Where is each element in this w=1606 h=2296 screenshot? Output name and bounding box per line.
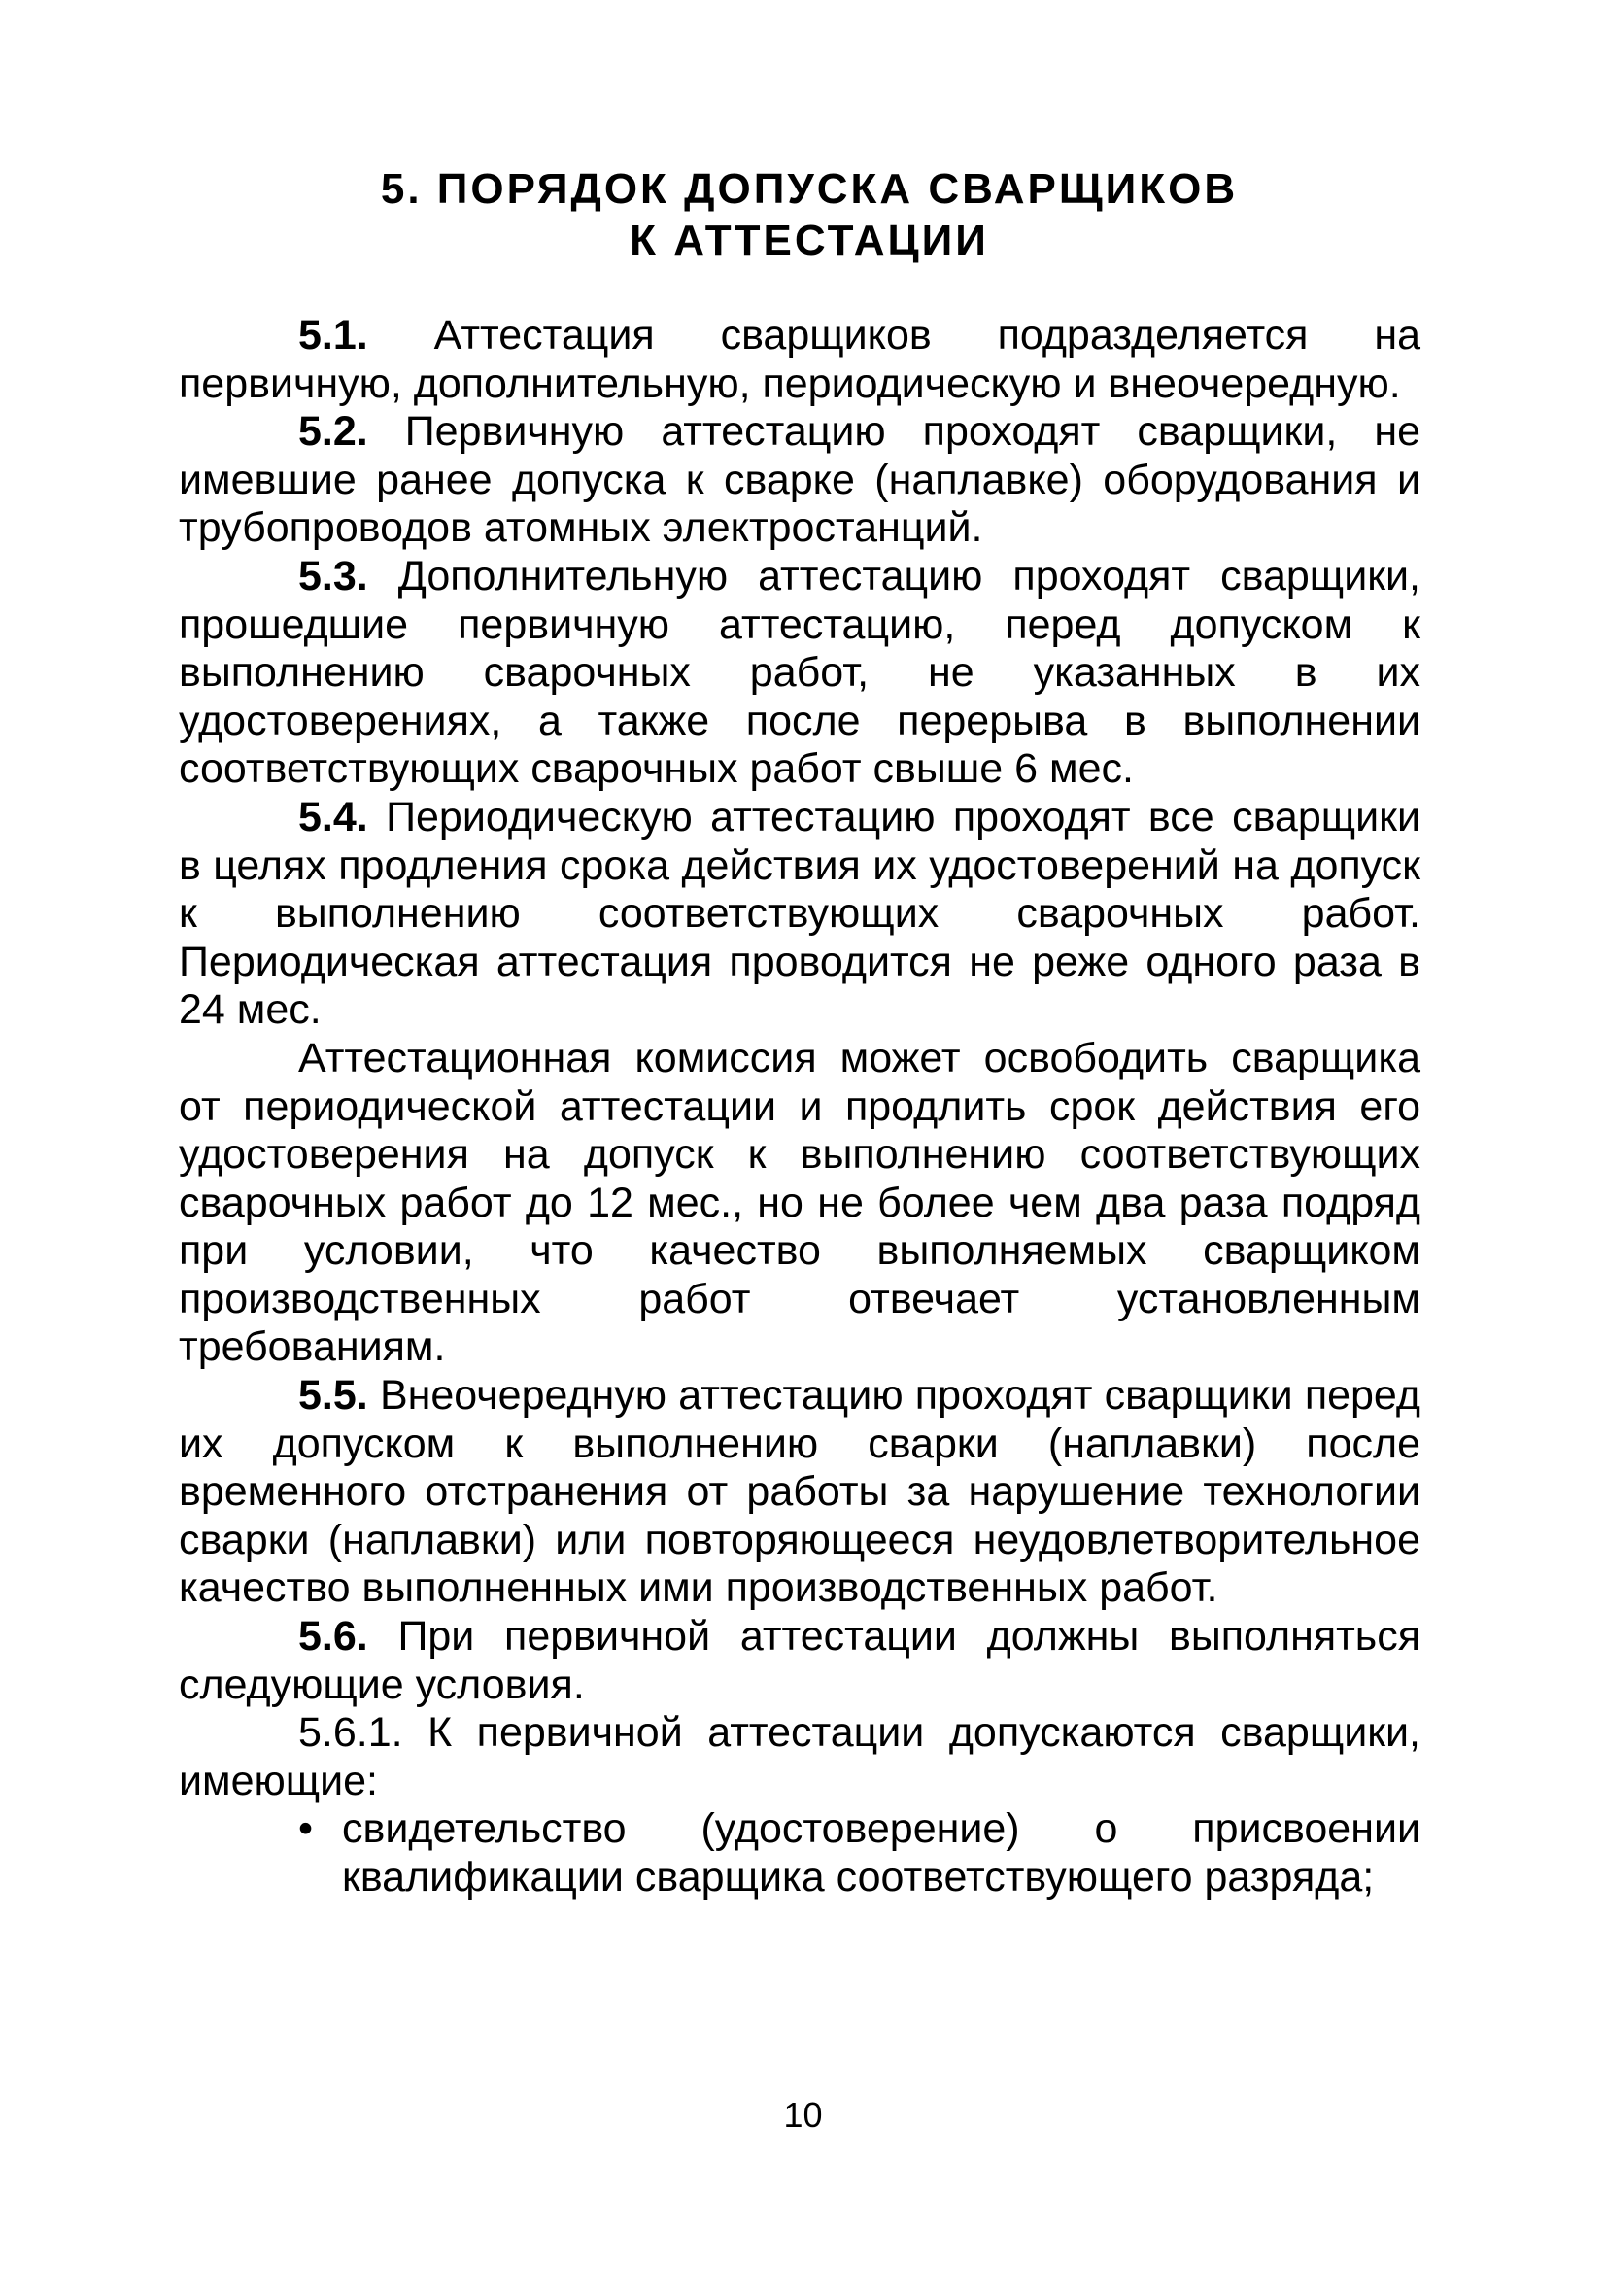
paragraph-5-6 xyxy=(179,1613,1420,1709)
paragraph-5-4-continued xyxy=(179,1035,1420,1372)
clause-text: Периодическую аттестацию проходят все сварщики в целях продления срока действия их удостоверений на допуск к выполнению соответствующих сварочных работ. Периодическая аттестация проводится не реже одного раза в 24 мес. xyxy=(179,793,1420,1034)
clause-number: 5.3. xyxy=(298,552,368,600)
paragraph-5-3 xyxy=(179,553,1420,794)
page-number: 10 xyxy=(783,2095,823,2135)
paragraph-5-6-1 xyxy=(179,1709,1420,1805)
clause-number: 5.2. xyxy=(298,408,368,456)
requirements-list xyxy=(179,1805,1420,1902)
bullet-icon: • xyxy=(298,1805,314,1853)
clause-number: 5.4. xyxy=(298,793,368,840)
section-heading xyxy=(198,163,1420,266)
clause-text: Первичную аттестацию проходят сварщики, не имевшие ранее допуска к сварке (наплавке) оборудования и трубопроводов атомных электростанций. xyxy=(179,408,1420,552)
clause-text: Аттестация сварщиков подразделяется на первичную, дополнительную, периодическую и внеочередную. xyxy=(179,312,1420,407)
clause-text: При первичной аттестации должны выполняться следующие условия. xyxy=(179,1613,1420,1708)
clause-number: 5.5. xyxy=(298,1372,368,1420)
clause-number: 5.6. xyxy=(298,1613,368,1661)
document-page xyxy=(179,163,1420,1902)
clause-text: Дополнительную аттестацию проходят сварщики, прошедшие первичную аттестацию, перед допуском к выполнению сварочных работ, не указанных в их удостоверениях, а также после перерыва в выполнении соответствующих сварочных работ свыше 6 мес. xyxy=(179,552,1420,793)
paragraph-5-4 xyxy=(179,794,1420,1035)
clause-number: 5.1. xyxy=(298,312,368,359)
clause-number: 5.6.1. xyxy=(298,1709,403,1757)
heading-line-2: К АТТЕСТАЦИИ xyxy=(630,217,989,264)
clause-text: К первичной аттестации допускаются сварщики, имеющие: xyxy=(179,1709,1420,1804)
heading-line-1: 5. ПОРЯДОК ДОПУСКА СВАРЩИКОВ xyxy=(380,165,1239,213)
list-item xyxy=(298,1805,1420,1902)
clause-text: Аттестационная комиссия может освободить сварщика от периодической аттестации и продлить срок действия его удостоверения на допуск к выполнению соответствующих сварочных работ до 12 мес., но не более чем два раза подряд при условии, что качество выполняемых сварщиком производственных работ отвечает установленным требованиям. xyxy=(179,1034,1420,1371)
list-item-text: свидетельство (удостоверение) о присвоении квалификации сварщика соответствующего разряда; xyxy=(342,1805,1420,1901)
paragraph-5-1 xyxy=(179,312,1420,408)
paragraph-5-5 xyxy=(179,1372,1420,1613)
paragraph-5-2 xyxy=(179,408,1420,553)
clause-text: Внеочередную аттестацию проходят сварщики перед их допуском к выполнению сварки (наплавки) после временного отстранения от работы за нарушение технологии сварки (наплавки) или повторяющееся неудовлетворительное качество выполненных ими производственных работ. xyxy=(179,1372,1420,1612)
